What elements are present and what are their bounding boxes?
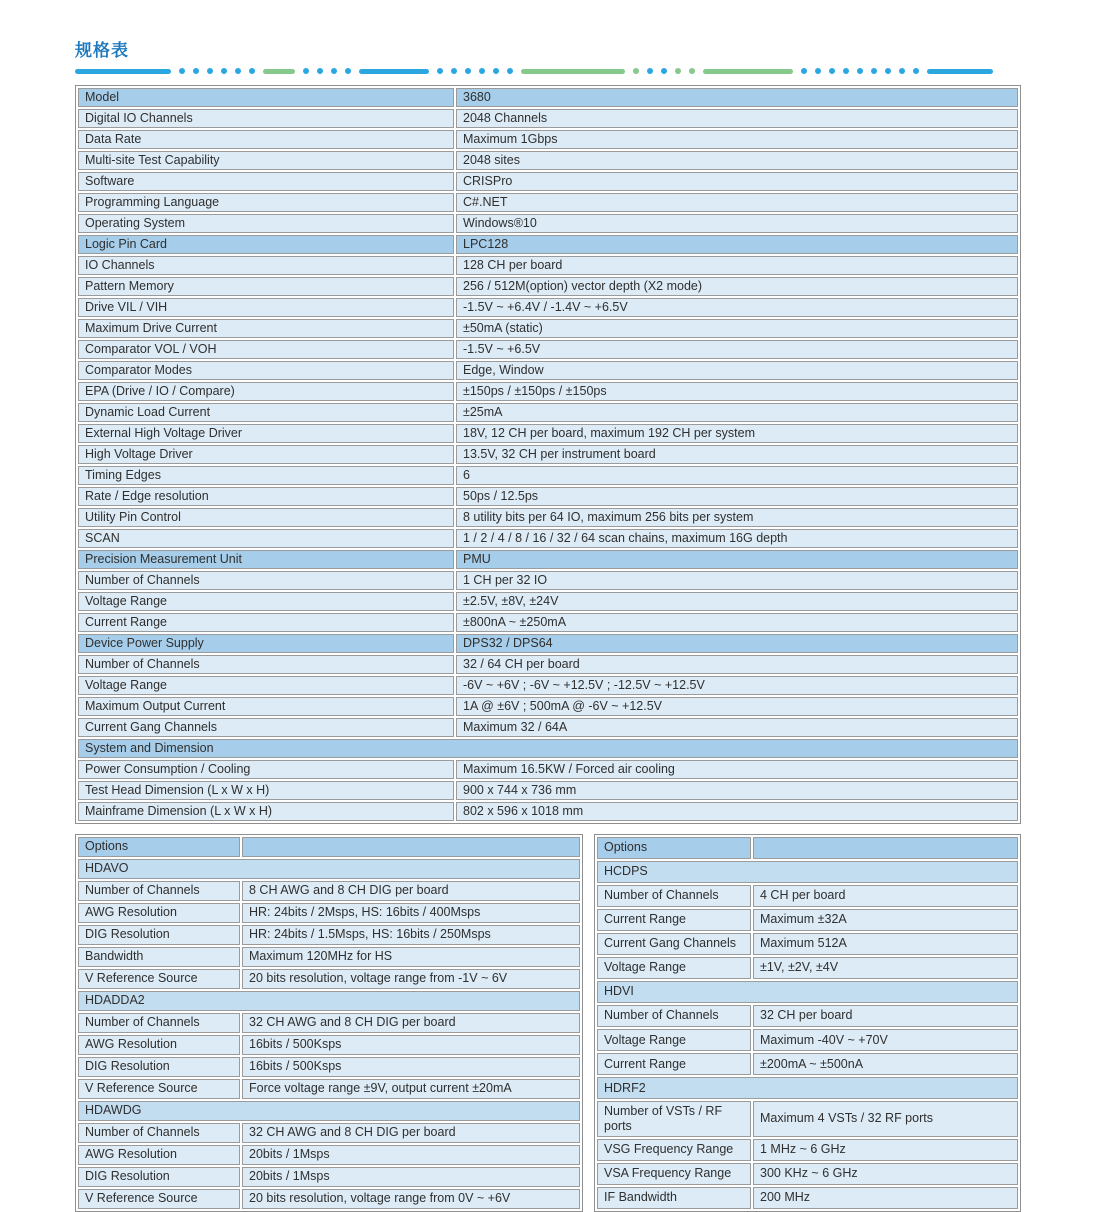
row-label: Voltage Range: [78, 676, 454, 695]
table-row: [78, 298, 1018, 317]
row-label: AWG Resolution: [78, 903, 240, 923]
row-value: Maximum 4 VSTs / 32 RF ports: [753, 1101, 1018, 1137]
row-label: DIG Resolution: [78, 1167, 240, 1187]
table-row: [597, 981, 1018, 1003]
row-value: Maximum -40V ~ +70V: [753, 1029, 1018, 1051]
table-row: [78, 193, 1018, 212]
table-row: [597, 909, 1018, 931]
row-value: ±25mA: [456, 403, 1018, 422]
row-value: 1 MHz ~ 6 GHz: [753, 1139, 1018, 1161]
row-label: V Reference Source: [78, 1189, 240, 1209]
divider-dash: [359, 69, 429, 74]
row-value: -1.5V ~ +6.5V: [456, 340, 1018, 359]
section-header-value: DPS32 / DPS64: [456, 634, 1018, 653]
row-value: 8 CH AWG and 8 CH DIG per board: [242, 881, 580, 901]
row-label: Current Gang Channels: [78, 718, 454, 737]
table-row: [78, 760, 1018, 779]
row-label: Maximum Drive Current: [78, 319, 454, 338]
row-value: ±50mA (static): [456, 319, 1018, 338]
row-value: 32 CH AWG and 8 CH DIG per board: [242, 1123, 580, 1143]
divider-dot: [829, 68, 835, 74]
row-label: Timing Edges: [78, 466, 454, 485]
table-row: [597, 1053, 1018, 1075]
row-value: Edge, Window: [456, 361, 1018, 380]
divider-dot: [493, 68, 499, 74]
divider-dot: [507, 68, 513, 74]
row-label: IO Channels: [78, 256, 454, 275]
divider-dot: [317, 68, 323, 74]
row-label: Voltage Range: [597, 1029, 751, 1051]
divider-dot: [303, 68, 309, 74]
options-table-left: [75, 834, 583, 1212]
table-row: [78, 109, 1018, 128]
table-row: [78, 718, 1018, 737]
row-label: High Voltage Driver: [78, 445, 454, 464]
table-row: [78, 697, 1018, 716]
divider-dot: [479, 68, 485, 74]
section-header-label: Logic Pin Card: [78, 235, 454, 254]
divider-dash: [75, 69, 171, 74]
divider-dot: [235, 68, 241, 74]
section-header-label: Precision Measurement Unit: [78, 550, 454, 569]
table-row: [78, 508, 1018, 527]
row-value: 20bits / 1Msps: [242, 1167, 580, 1187]
table-row: [78, 781, 1018, 800]
table-row: [78, 991, 580, 1011]
option-section-name: HDAWDG: [78, 1101, 580, 1121]
divider-dash: [927, 69, 993, 74]
table-row: [78, 613, 1018, 632]
section-header-label: System and Dimension: [78, 739, 1018, 758]
option-section-name: HDVI: [597, 981, 1018, 1003]
table-row: [78, 340, 1018, 359]
row-value: 32 CH per board: [753, 1005, 1018, 1027]
option-section-name: HDADDA2: [78, 991, 580, 1011]
table-row: [78, 487, 1018, 506]
row-value: Maximum 32 / 64A: [456, 718, 1018, 737]
row-value: ±1V, ±2V, ±4V: [753, 957, 1018, 979]
table-row: [78, 739, 1018, 758]
row-label: Utility Pin Control: [78, 508, 454, 527]
row-label: Operating System: [78, 214, 454, 233]
row-label: Pattern Memory: [78, 277, 454, 296]
main-spec-table-body: [78, 88, 1018, 821]
table-row: [78, 214, 1018, 233]
row-label: DIG Resolution: [78, 1057, 240, 1077]
row-label: Voltage Range: [597, 957, 751, 979]
row-value: -6V ~ +6V ; -6V ~ +12.5V ; -12.5V ~ +12.5V: [456, 676, 1018, 695]
row-label: External High Voltage Driver: [78, 424, 454, 443]
row-label: Drive VIL / VIH: [78, 298, 454, 317]
table-row: [78, 947, 580, 967]
section-header-value: 3680: [456, 88, 1018, 107]
divider-dot: [221, 68, 227, 74]
row-value: Maximum 16.5KW / Forced air cooling: [456, 760, 1018, 779]
section-header-value: LPC128: [456, 235, 1018, 254]
row-label: AWG Resolution: [78, 1145, 240, 1165]
divider-dot: [331, 68, 337, 74]
row-value: 20 bits resolution, voltage range from -1V ~ 6V: [242, 969, 580, 989]
table-row: [597, 933, 1018, 955]
row-label: Data Rate: [78, 130, 454, 149]
row-value: 16bits / 500Ksps: [242, 1035, 580, 1055]
table-row: [78, 802, 1018, 821]
table-row: [78, 1013, 580, 1033]
row-value: 20 bits resolution, voltage range from 0V ~ +6V: [242, 1189, 580, 1209]
row-label: Test Head Dimension (L x W x H): [78, 781, 454, 800]
table-row: [78, 676, 1018, 695]
table-row: [78, 172, 1018, 191]
divider-dot: [843, 68, 849, 74]
row-label: Current Gang Channels: [597, 933, 751, 955]
divider-dot: [249, 68, 255, 74]
table-row: [78, 1057, 580, 1077]
divider-dot: [633, 68, 639, 74]
row-label: Rate / Edge resolution: [78, 487, 454, 506]
row-label: V Reference Source: [78, 1079, 240, 1099]
options-table-right-body: [597, 837, 1018, 1209]
row-value: CRISPro: [456, 172, 1018, 191]
row-value: 256 / 512M(option) vector depth (X2 mode): [456, 277, 1018, 296]
row-label: Number of Channels: [78, 655, 454, 674]
main-spec-table: [75, 85, 1021, 824]
divider-dot: [451, 68, 457, 74]
row-label: Current Range: [78, 613, 454, 632]
option-section-name: HCDPS: [597, 861, 1018, 883]
table-row: [78, 361, 1018, 380]
options-title-spacer: [242, 837, 580, 857]
row-label: Dynamic Load Current: [78, 403, 454, 422]
table-row: [597, 1139, 1018, 1161]
table-row: [78, 592, 1018, 611]
section-header-value: PMU: [456, 550, 1018, 569]
row-value: 18V, 12 CH per board, maximum 192 CH per system: [456, 424, 1018, 443]
table-row: [78, 1101, 580, 1121]
option-section-name: HDRF2: [597, 1077, 1018, 1099]
table-row: [78, 1145, 580, 1165]
row-value: C#.NET: [456, 193, 1018, 212]
row-value: Maximum 1Gbps: [456, 130, 1018, 149]
row-value: 6: [456, 466, 1018, 485]
options-table-right: [594, 834, 1021, 1212]
options-table-left-body: [78, 837, 580, 1209]
row-label: Comparator Modes: [78, 361, 454, 380]
row-value: Maximum ±32A: [753, 909, 1018, 931]
row-label: V Reference Source: [78, 969, 240, 989]
row-value: 1 CH per 32 IO: [456, 571, 1018, 590]
table-row: [78, 634, 1018, 653]
row-label: Bandwidth: [78, 947, 240, 967]
row-value: 1A @ ±6V ; 500mA @ -6V ~ +12.5V: [456, 697, 1018, 716]
row-label: DIG Resolution: [78, 925, 240, 945]
divider-dot: [179, 68, 185, 74]
row-label: Number of Channels: [78, 571, 454, 590]
row-value: ±800nA ~ ±250mA: [456, 613, 1018, 632]
row-value: -1.5V ~ +6.4V / -1.4V ~ +6.5V: [456, 298, 1018, 317]
options-tables-row: [75, 834, 1025, 1212]
row-value: ±150ps / ±150ps / ±150ps: [456, 382, 1018, 401]
row-label: Number of Channels: [597, 885, 751, 907]
table-row: [78, 571, 1018, 590]
row-value: 8 utility bits per 64 IO, maximum 256 bits per system: [456, 508, 1018, 527]
divider-dot: [689, 68, 695, 74]
table-row: [78, 925, 580, 945]
table-row: [597, 837, 1018, 859]
row-value: Maximum 512A: [753, 933, 1018, 955]
row-label: Programming Language: [78, 193, 454, 212]
divider-dot: [675, 68, 681, 74]
table-row: [597, 1029, 1018, 1051]
table-row: [78, 837, 580, 857]
row-value: ±2.5V, ±8V, ±24V: [456, 592, 1018, 611]
row-label: VSG Frequency Range: [597, 1139, 751, 1161]
table-row: [78, 382, 1018, 401]
table-row: [78, 424, 1018, 443]
table-row: [78, 1079, 580, 1099]
divider-dot: [857, 68, 863, 74]
table-row: [78, 1123, 580, 1143]
row-label: Number of VSTs / RF ports: [597, 1101, 751, 1137]
row-value: 2048 sites: [456, 151, 1018, 170]
row-label: Voltage Range: [78, 592, 454, 611]
row-label: Digital IO Channels: [78, 109, 454, 128]
divider-dot: [647, 68, 653, 74]
divider-dot: [885, 68, 891, 74]
table-row: [78, 859, 580, 879]
page-title: 规格表: [75, 41, 129, 60]
table-row: [78, 151, 1018, 170]
row-label: SCAN: [78, 529, 454, 548]
row-value: 13.5V, 32 CH per instrument board: [456, 445, 1018, 464]
table-row: [78, 130, 1018, 149]
table-row: [78, 466, 1018, 485]
row-label: Comparator VOL / VOH: [78, 340, 454, 359]
divider-dot: [871, 68, 877, 74]
table-row: [78, 277, 1018, 296]
table-row: [597, 957, 1018, 979]
row-value: Windows®10: [456, 214, 1018, 233]
row-label: VSA Frequency Range: [597, 1163, 751, 1185]
divider-dot: [913, 68, 919, 74]
section-header-label: Device Power Supply: [78, 634, 454, 653]
row-value: 32 CH AWG and 8 CH DIG per board: [242, 1013, 580, 1033]
row-value: 32 / 64 CH per board: [456, 655, 1018, 674]
row-label: Power Consumption / Cooling: [78, 760, 454, 779]
row-value: 2048 Channels: [456, 109, 1018, 128]
table-row: [78, 529, 1018, 548]
table-row: [597, 861, 1018, 883]
row-value: 4 CH per board: [753, 885, 1018, 907]
table-row: [597, 1005, 1018, 1027]
decorative-divider: [75, 68, 1025, 74]
row-label: AWG Resolution: [78, 1035, 240, 1055]
table-row: [78, 403, 1018, 422]
table-row: [78, 1035, 580, 1055]
table-row: [78, 550, 1018, 569]
row-label: Number of Channels: [78, 881, 240, 901]
divider-dot: [207, 68, 213, 74]
row-label: Number of Channels: [78, 1013, 240, 1033]
table-row: [597, 1077, 1018, 1099]
row-value: Maximum 120MHz for HS: [242, 947, 580, 967]
table-row: [597, 885, 1018, 907]
row-label: Mainframe Dimension (L x W x H): [78, 802, 454, 821]
divider-dot: [661, 68, 667, 74]
spec-sheet-page: [75, 36, 1025, 1212]
row-value: 1 / 2 / 4 / 8 / 16 / 32 / 64 scan chains, maximum 16G depth: [456, 529, 1018, 548]
section-header-label: Model: [78, 88, 454, 107]
table-row: [78, 903, 580, 923]
row-label: Multi-site Test Capability: [78, 151, 454, 170]
option-section-name: HDAVO: [78, 859, 580, 879]
row-label: Number of Channels: [78, 1123, 240, 1143]
row-label: IF Bandwidth: [597, 1187, 751, 1209]
divider-dash: [703, 69, 793, 74]
divider-dot: [465, 68, 471, 74]
divider-dot: [345, 68, 351, 74]
table-row: [78, 1167, 580, 1187]
row-label: Current Range: [597, 909, 751, 931]
table-row: [78, 88, 1018, 107]
table-row: [597, 1163, 1018, 1185]
row-label: Software: [78, 172, 454, 191]
options-title-spacer: [753, 837, 1018, 859]
row-value: 128 CH per board: [456, 256, 1018, 275]
row-value: HR: 24bits / 1.5Msps, HS: 16bits / 250Msps: [242, 925, 580, 945]
row-value: 200 MHz: [753, 1187, 1018, 1209]
row-value: ±200mA ~ ±500nA: [753, 1053, 1018, 1075]
table-row: [597, 1187, 1018, 1209]
options-title-label: Options: [597, 837, 751, 859]
divider-dash: [263, 69, 295, 74]
table-row: [78, 256, 1018, 275]
row-value: Force voltage range ±9V, output current ±20mA: [242, 1079, 580, 1099]
divider-dash: [521, 69, 625, 74]
row-value: 900 x 744 x 736 mm: [456, 781, 1018, 800]
row-value: 50ps / 12.5ps: [456, 487, 1018, 506]
row-value: 20bits / 1Msps: [242, 1145, 580, 1165]
table-row: [78, 655, 1018, 674]
table-row: [78, 1189, 580, 1209]
table-row: [597, 1101, 1018, 1137]
row-label: EPA (Drive / IO / Compare): [78, 382, 454, 401]
divider-dot: [193, 68, 199, 74]
row-label: Maximum Output Current: [78, 697, 454, 716]
options-title-label: Options: [78, 837, 240, 857]
table-row: [78, 881, 580, 901]
row-value: 802 x 596 x 1018 mm: [456, 802, 1018, 821]
row-value: 300 KHz ~ 6 GHz: [753, 1163, 1018, 1185]
table-row: [78, 969, 580, 989]
table-row: [78, 319, 1018, 338]
divider-dot: [899, 68, 905, 74]
row-value: 16bits / 500Ksps: [242, 1057, 580, 1077]
table-row: [78, 445, 1018, 464]
table-row: [78, 235, 1018, 254]
row-label: Current Range: [597, 1053, 751, 1075]
divider-dot: [815, 68, 821, 74]
divider-dot: [801, 68, 807, 74]
row-value: HR: 24bits / 2Msps, HS: 16bits / 400Msps: [242, 903, 580, 923]
divider-dot: [437, 68, 443, 74]
row-label: Number of Channels: [597, 1005, 751, 1027]
